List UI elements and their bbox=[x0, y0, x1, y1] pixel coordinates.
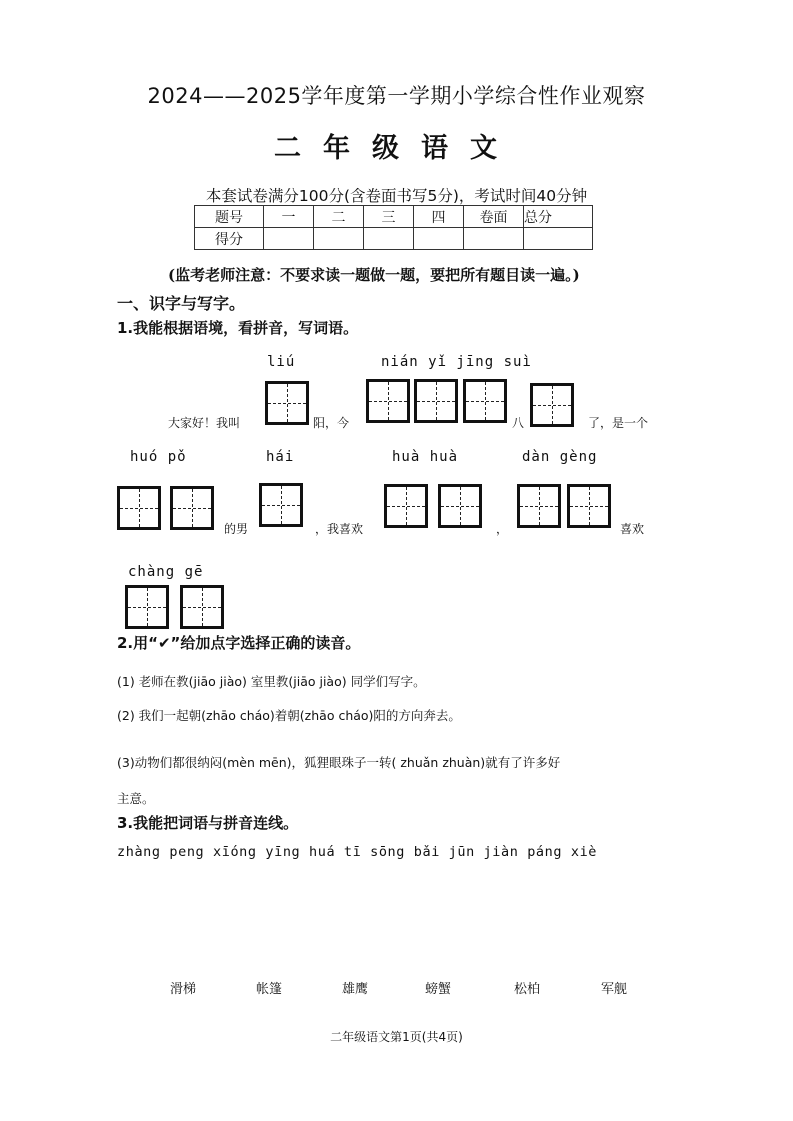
matching-word[interactable]: 松柏 bbox=[514, 982, 541, 997]
question-2-title: 2.用“✔”给加点字选择正确的读音。 bbox=[117, 634, 361, 652]
pronunciation-item-cont: 主意。 bbox=[117, 791, 155, 806]
score-table bbox=[194, 205, 593, 250]
pinyin-huo-po: huó pǒ bbox=[130, 449, 187, 465]
sentence-text: 了，是一个 bbox=[588, 416, 649, 430]
exam-title: 2024——2025学年度第一学期小学综合性作业观察 bbox=[147, 84, 646, 108]
score-header-cell: 总分 bbox=[524, 206, 593, 228]
sentence-text: ， bbox=[496, 522, 509, 536]
pinyin-nian-yi-jing-sui: nián yǐ jīng suì bbox=[381, 354, 532, 370]
pinyin-liu: liú bbox=[267, 354, 296, 370]
matching-word[interactable]: 帐篷 bbox=[256, 982, 283, 997]
score-header-cell: 四 bbox=[414, 206, 464, 228]
score-cell[interactable] bbox=[314, 228, 364, 250]
pronunciation-item[interactable]: (3)动物们都很纳闷(mèn mēn)，狐狸眼珠子一转( zhuǎn zhuàn)就有了许多好 bbox=[117, 755, 561, 770]
pinyin-hai: hái bbox=[266, 449, 295, 465]
score-header-cell: 卷面 bbox=[464, 206, 524, 228]
score-cell[interactable] bbox=[414, 228, 464, 250]
pronunciation-item[interactable]: (2) 我们一起朝(zhāo cháo)着朝(zhāo cháo)阳的方向奔去。 bbox=[117, 708, 461, 723]
score-cell[interactable] bbox=[524, 228, 593, 250]
page-footer: 二年级语文第1页(共4页) bbox=[330, 1030, 463, 1044]
score-table-row bbox=[195, 228, 593, 250]
score-cell[interactable] bbox=[264, 228, 314, 250]
writing-grid-box[interactable] bbox=[117, 486, 161, 530]
score-header-cell: 题号 bbox=[195, 206, 264, 228]
sentence-text: 大家好！我叫 bbox=[168, 416, 241, 430]
score-cell[interactable] bbox=[364, 228, 414, 250]
score-header-cell: 三 bbox=[364, 206, 414, 228]
proctor-notice: (监考老师注意：不要求读一题做一题，要把所有题目读一遍。) bbox=[168, 266, 580, 284]
writing-grid-box[interactable] bbox=[180, 585, 224, 629]
writing-grid-box[interactable] bbox=[414, 379, 458, 423]
writing-grid-box[interactable] bbox=[463, 379, 507, 423]
pinyin-hua-hua: huà huà bbox=[392, 449, 459, 465]
matching-word[interactable]: 滑梯 bbox=[170, 982, 197, 997]
score-header-cell: 二 bbox=[314, 206, 364, 228]
writing-grid-box[interactable] bbox=[125, 585, 169, 629]
sentence-text: 的男 bbox=[224, 522, 249, 536]
writing-grid-box[interactable] bbox=[517, 484, 561, 528]
matching-word[interactable]: 雄鹰 bbox=[342, 982, 369, 997]
question-1-title: 1.我能根据语境，看拼音，写词语。 bbox=[117, 319, 359, 337]
writing-grid-box[interactable] bbox=[259, 483, 303, 527]
score-cell[interactable] bbox=[464, 228, 524, 250]
score-table-header-row bbox=[195, 206, 593, 228]
matching-word[interactable]: 军舰 bbox=[601, 982, 628, 997]
matching-pinyin-line: zhàng peng xīóng yīng huá tī sōng bǎi jūn jiàn páng xiè bbox=[117, 844, 598, 860]
exam-info: 本套试卷满分100分(含卷面书写5分)，考试时间40分钟 bbox=[205, 187, 588, 205]
question-3-title: 3.我能把词语与拼音连线。 bbox=[117, 814, 299, 832]
writing-grid-box[interactable] bbox=[384, 484, 428, 528]
sentence-text: ，我喜欢 bbox=[315, 522, 364, 536]
score-row-label: 得分 bbox=[195, 228, 264, 250]
matching-word[interactable]: 螃蟹 bbox=[425, 982, 452, 997]
pronunciation-item[interactable]: (1) 老师在教(jiāo jiào) 室里教(jiāo jiào) 同学们写字。 bbox=[117, 674, 426, 689]
writing-grid-box[interactable] bbox=[438, 484, 482, 528]
writing-grid-box[interactable] bbox=[265, 381, 309, 425]
writing-grid-box[interactable] bbox=[366, 379, 410, 423]
subject-title: 二年级语文 bbox=[274, 133, 519, 164]
writing-grid-box[interactable] bbox=[567, 484, 611, 528]
sentence-text: 八 bbox=[512, 416, 525, 430]
section-title: 一、识字与写字。 bbox=[117, 294, 246, 313]
score-header-cell: 一 bbox=[264, 206, 314, 228]
writing-grid-box[interactable] bbox=[530, 383, 574, 427]
pinyin-chang-ge: chàng gē bbox=[128, 564, 204, 580]
writing-grid-box[interactable] bbox=[170, 486, 214, 530]
pinyin-dan-geng: dàn gèng bbox=[522, 449, 598, 465]
sentence-text: 阳，今 bbox=[313, 416, 350, 430]
sentence-text: 喜欢 bbox=[620, 522, 645, 536]
